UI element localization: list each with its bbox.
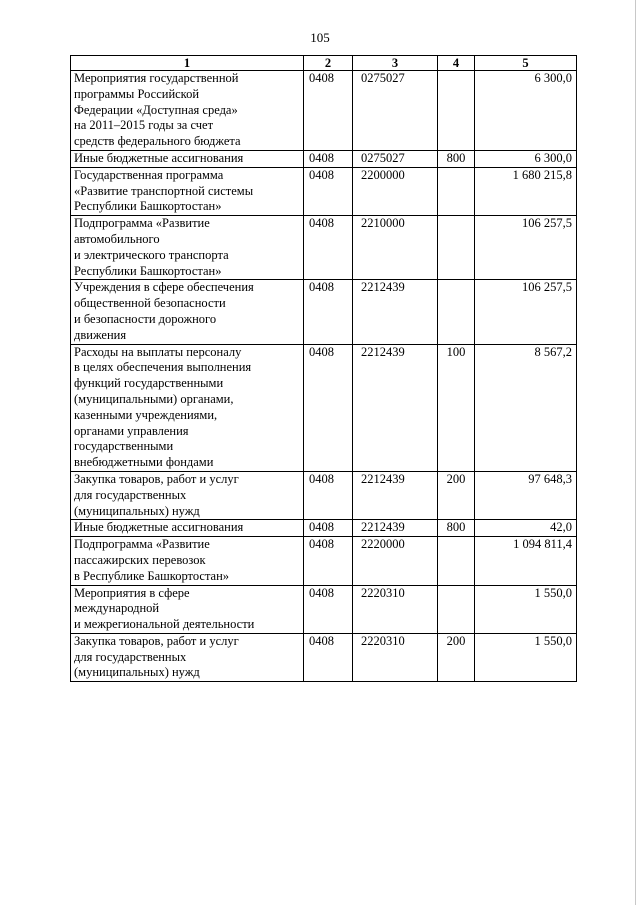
row-name: Иные бюджетные ассигнования bbox=[74, 150, 244, 165]
row-name-cell bbox=[71, 471, 304, 519]
table-row bbox=[71, 167, 577, 215]
row-section-code: 0408 bbox=[304, 167, 353, 215]
row-section-code: 0408 bbox=[304, 585, 353, 633]
row-section-code: 0408 bbox=[304, 150, 353, 167]
table-row bbox=[71, 216, 577, 280]
row-section-code: 0408 bbox=[304, 71, 353, 151]
page-number: 105 bbox=[310, 30, 330, 45]
header-row bbox=[71, 56, 577, 71]
scan-edge-line bbox=[635, 0, 636, 905]
row-expense-type bbox=[438, 71, 475, 151]
row-section-code: 0408 bbox=[304, 280, 353, 344]
row-target-article: 2200000 bbox=[353, 167, 438, 215]
row-amount: 1 680 215,8 bbox=[475, 167, 577, 215]
row-target-article: 2212439 bbox=[353, 280, 438, 344]
column-header-2: 2 bbox=[304, 56, 353, 71]
column-header-3: 3 bbox=[353, 56, 438, 71]
row-name: Подпрограмма «Развитие пассажирских перевозок в Республике Башкортостан» bbox=[74, 537, 230, 583]
row-name: Государственная программа «Развитие транспортной системы Республики Башкортостан» bbox=[74, 167, 254, 214]
row-name: Закупка товаров, работ и услуг для государственных (муниципальных) нужд bbox=[74, 471, 239, 518]
table-row bbox=[71, 633, 577, 681]
row-target-article: 0275027 bbox=[353, 150, 438, 167]
row-name-cell bbox=[71, 585, 304, 633]
row-expense-type: 100 bbox=[438, 344, 475, 471]
row-name-cell bbox=[71, 633, 304, 681]
row-name: Иные бюджетные ассигнования bbox=[74, 520, 244, 535]
row-expense-type bbox=[438, 537, 475, 585]
row-expense-type: 200 bbox=[438, 471, 475, 519]
row-target-article: 2220310 bbox=[353, 633, 438, 681]
table-row bbox=[71, 537, 577, 585]
row-target-article: 0275027 bbox=[353, 71, 438, 151]
row-name: Мероприятия государственной программы Российской Федерации «Доступная среда» на 2011–2015 годы за счет средств федерального бюджета bbox=[74, 71, 241, 149]
table-row bbox=[71, 71, 577, 151]
row-name: Мероприятия в сфере международной и межрегиональной деятельности bbox=[74, 585, 255, 632]
row-section-code: 0408 bbox=[304, 344, 353, 471]
row-amount: 106 257,5 bbox=[475, 216, 577, 280]
column-header-4: 4 bbox=[438, 56, 475, 71]
row-section-code: 0408 bbox=[304, 633, 353, 681]
row-name-cell bbox=[71, 344, 304, 471]
row-target-article: 2212439 bbox=[353, 471, 438, 519]
table-row bbox=[71, 585, 577, 633]
row-expense-type bbox=[438, 216, 475, 280]
row-name-cell bbox=[71, 167, 304, 215]
row-target-article: 2212439 bbox=[353, 344, 438, 471]
row-name-cell bbox=[71, 520, 304, 537]
table-row bbox=[71, 280, 577, 344]
row-name-cell bbox=[71, 150, 304, 167]
table-row bbox=[71, 150, 577, 167]
row-target-article: 2210000 bbox=[353, 216, 438, 280]
row-expense-type bbox=[438, 585, 475, 633]
table-row bbox=[71, 471, 577, 519]
row-amount: 6 300,0 bbox=[475, 71, 577, 151]
budget-table bbox=[70, 55, 577, 682]
column-header-5: 5 bbox=[475, 56, 577, 71]
row-name: Закупка товаров, работ и услуг для государственных (муниципальных) нужд bbox=[74, 633, 239, 680]
row-expense-type: 800 bbox=[438, 520, 475, 537]
row-name-cell bbox=[71, 71, 304, 151]
row-section-code: 0408 bbox=[304, 520, 353, 537]
table-row bbox=[71, 344, 577, 471]
row-amount: 1 550,0 bbox=[475, 633, 577, 681]
row-section-code: 0408 bbox=[304, 471, 353, 519]
column-header-1: 1 bbox=[71, 56, 304, 71]
row-name: Учреждения в сфере обеспечения общественной безопасности и безопасности дорожного движения bbox=[74, 280, 254, 342]
row-amount: 8 567,2 bbox=[475, 344, 577, 471]
row-target-article: 2220310 bbox=[353, 585, 438, 633]
row-name-cell bbox=[71, 537, 304, 585]
row-expense-type bbox=[438, 280, 475, 344]
row-target-article: 2212439 bbox=[353, 520, 438, 537]
row-amount: 42,0 bbox=[475, 520, 577, 537]
row-name-cell bbox=[71, 280, 304, 344]
row-amount: 97 648,3 bbox=[475, 471, 577, 519]
row-expense-type: 200 bbox=[438, 633, 475, 681]
row-name-cell bbox=[71, 216, 304, 280]
row-amount: 1 550,0 bbox=[475, 585, 577, 633]
row-amount: 1 094 811,4 bbox=[475, 537, 577, 585]
row-amount: 6 300,0 bbox=[475, 150, 577, 167]
row-target-article: 2220000 bbox=[353, 537, 438, 585]
row-expense-type bbox=[438, 167, 475, 215]
row-section-code: 0408 bbox=[304, 537, 353, 585]
row-name: Подпрограмма «Развитие автомобильного и электрического транспорта Республики Башкортостан» bbox=[74, 216, 229, 278]
row-amount: 106 257,5 bbox=[475, 280, 577, 344]
row-name: Расходы на выплаты персоналу в целях обеспечения выполнения функций государственными (муниципальными) органами, казенными учреждениями, органами управления государственными внебюджетными фондами bbox=[74, 344, 252, 470]
row-section-code: 0408 bbox=[304, 216, 353, 280]
table-row bbox=[71, 520, 577, 537]
row-expense-type: 800 bbox=[438, 150, 475, 167]
